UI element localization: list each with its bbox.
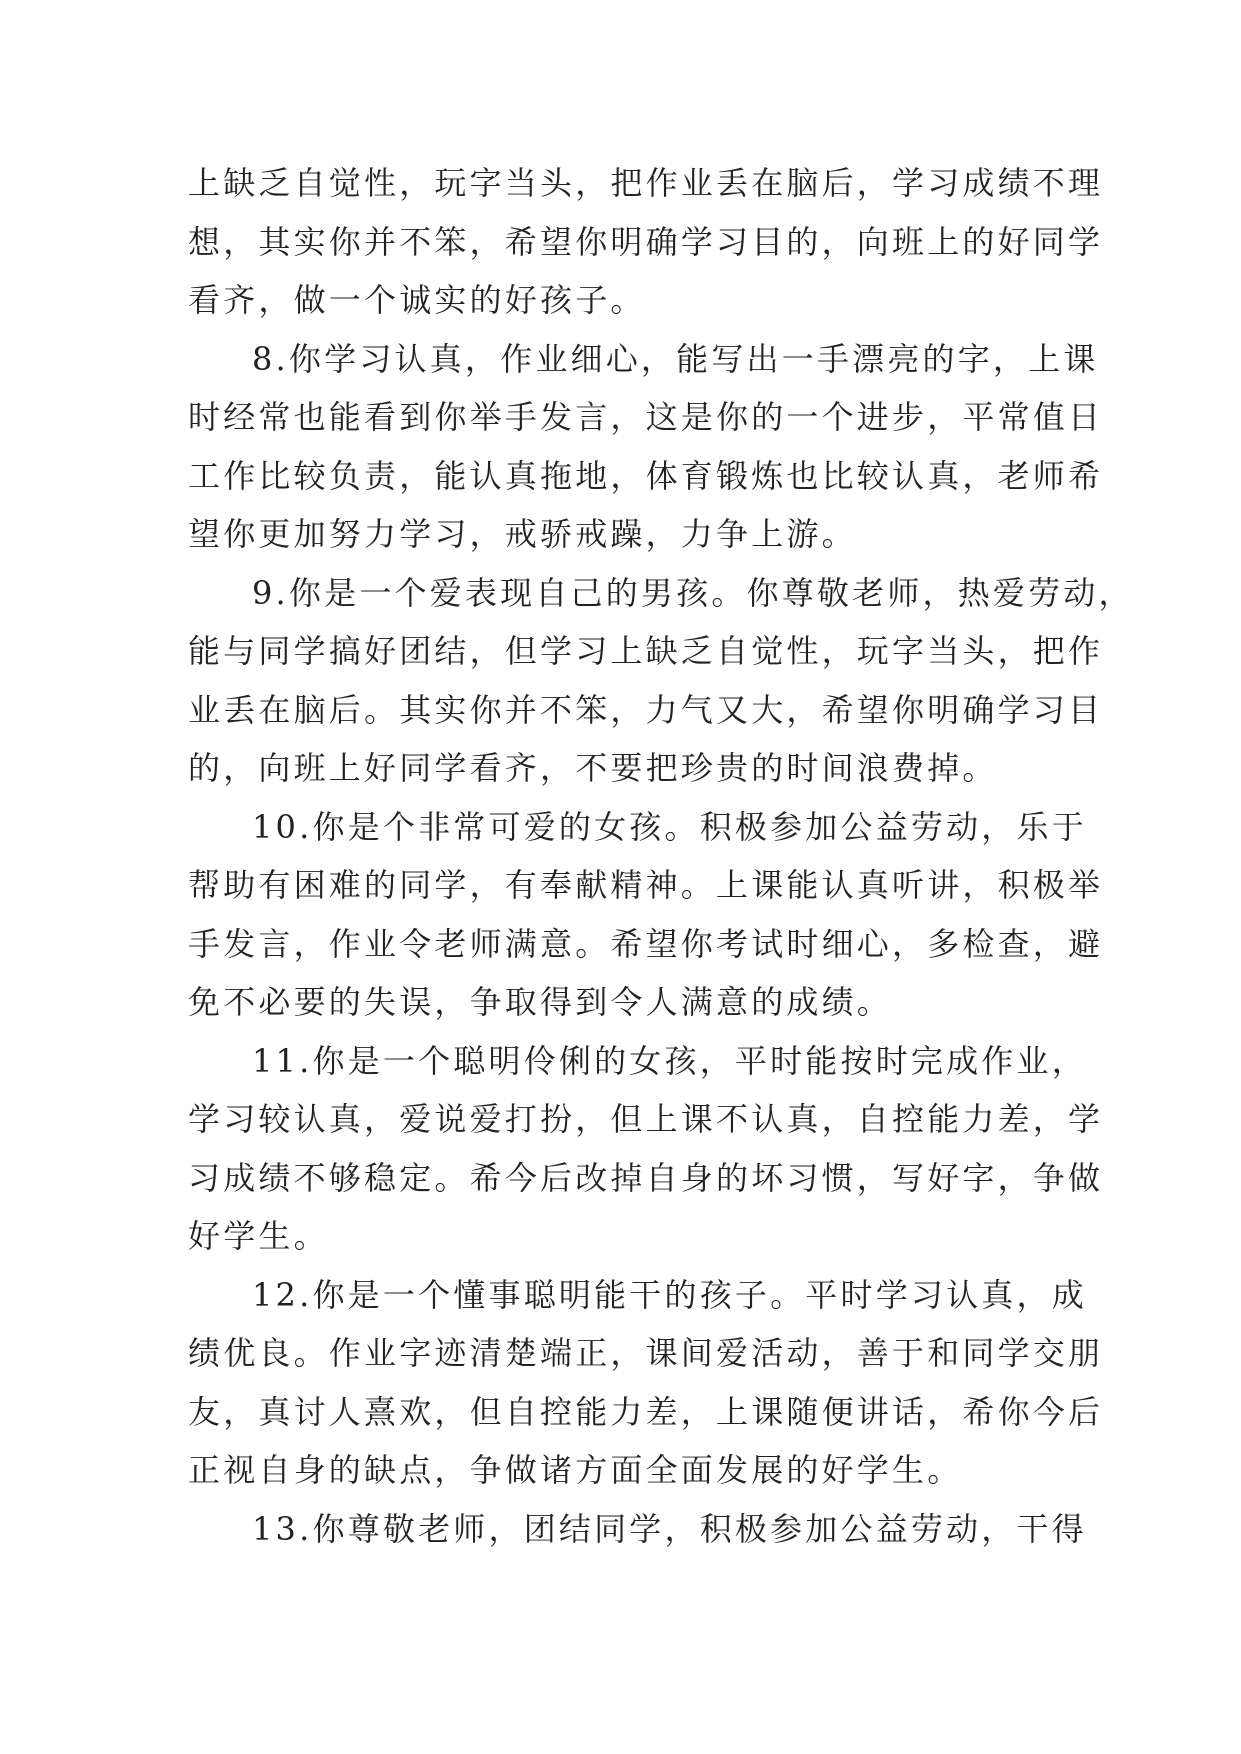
text-line: 的，向班上好同学看齐，不要把珍贵的时间浪费掉。 xyxy=(188,749,998,787)
comment-text-block xyxy=(188,154,1134,1558)
comment-8-first-line: 8.你学习认真，作业细心，能写出一手漂亮的字，上课 xyxy=(252,339,1099,378)
text-line: 工作比较负责，能认真拖地，体育锻炼也比较认真，老师希 xyxy=(188,456,1104,495)
text-line: 看齐，做一个诚实的好孩子。 xyxy=(188,281,646,319)
text-line: 友，真讨人熹欢，但自控能力差，上课随便讲话，希你今后 xyxy=(188,1392,1104,1431)
text-line: 望你更加努力学习，戒骄戒躁，力争上游。 xyxy=(188,515,857,553)
text-line: 免不必要的失误，争取得到令人满意的成绩。 xyxy=(188,983,893,1021)
text-line: 能与同学搞好团结，但学习上缺乏自觉性，玩字当头，把作 xyxy=(188,632,1104,670)
comment-9-first-line: 9.你是一个爱表现自己的男孩。你尊敬老师，热爱劳动， xyxy=(252,573,1134,612)
comment-10-first-line: 10.你是个非常可爱的女孩。积极参加公益劳动，乐于 xyxy=(252,807,1087,846)
text-line: 手发言，作业令老师满意。希望你考试时细心，多检查，避 xyxy=(188,924,1104,963)
text-line: 帮助有困难的同学，有奉献精神。上课能认真听讲，积极举 xyxy=(188,866,1104,904)
comment-11-first-line: 11.你是一个聪明伶俐的女孩，平时能按时完成作业， xyxy=(252,1041,1087,1080)
text-line: 学习较认真，爱说爱打扮，但上课不认真，自控能力差，学 xyxy=(188,1100,1104,1138)
text-line: 正视自身的缺点，争做诸方面全面发展的好学生。 xyxy=(188,1451,963,1489)
text-line: 上缺乏自觉性，玩字当头，把作业丢在脑后，学习成绩不理 xyxy=(188,164,1104,202)
text-line: 业丢在脑后。其实你并不笨，力气又大，希望你明确学习目 xyxy=(188,690,1104,729)
text-line: 绩优良。作业字迹清楚端正，课间爱活动，善于和同学交朋 xyxy=(188,1334,1104,1372)
text-line: 好学生。 xyxy=(188,1217,329,1255)
text-line: 想，其实你并不笨，希望你明确学习目的，向班上的好同学 xyxy=(188,222,1104,261)
text-line: 习成绩不够稳定。希今后改掉自身的坏习惯，写好字，争做 xyxy=(188,1158,1104,1197)
comment-12-first-line: 12.你是一个懂事聪明能干的孩子。平时学习认真，成 xyxy=(252,1275,1087,1314)
comment-13-first-line: 13.你尊敬老师，团结同学，积极参加公益劳动，干得 xyxy=(252,1509,1087,1548)
text-line: 时经常也能看到你举手发言，这是你的一个进步，平常值日 xyxy=(188,398,1104,436)
